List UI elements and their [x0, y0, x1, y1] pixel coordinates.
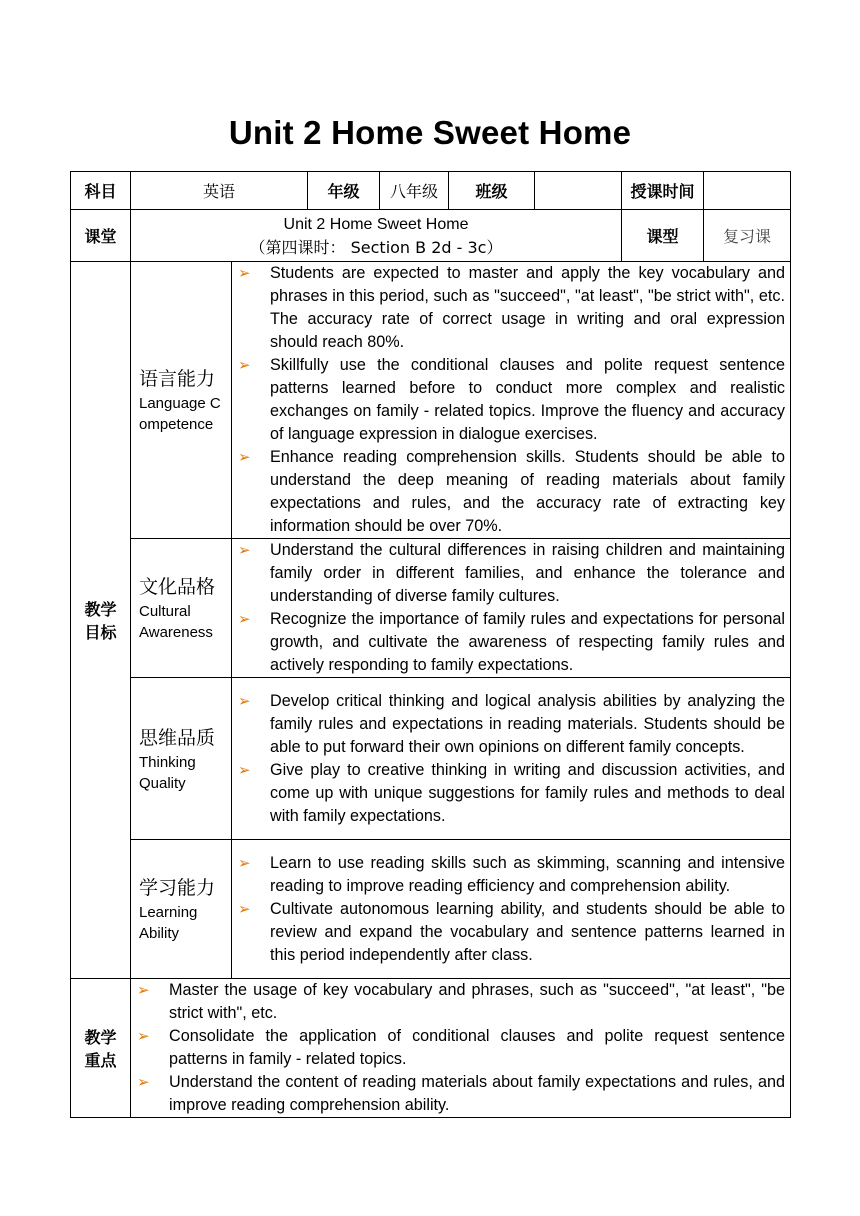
list-item — [238, 690, 785, 759]
dimension-name-cn: 学习能力 — [139, 877, 216, 899]
dimension-bullets-cell — [232, 840, 791, 979]
key-points-bullets-cell — [131, 979, 791, 1118]
dimension-name-en: Thinking Quality — [139, 753, 196, 792]
lesson-title-line1: Unit 2 Home Sweet Home — [283, 215, 469, 233]
bullet-text: Master the usage of key vocabulary and phrases, such as "succeed", "at least", "be strict with", etc. — [169, 981, 786, 1022]
arrow-bullet-icon: ➢ — [238, 611, 251, 628]
bullet-list — [232, 690, 790, 828]
arrow-bullet-icon: ➢ — [238, 692, 251, 710]
dimension-bullets-cell — [232, 262, 791, 539]
bullet-text: Cultivate autonomous learning ability, and students should be able to review and expand the vocabulary and sentence patterns learned in this period independently after class. — [270, 899, 786, 964]
arrow-bullet-icon: ➢ — [137, 1028, 150, 1045]
bullet-text: Recognize the importance of family rules and expectations for personal growth, and cultivate the awareness of respecting family rules and actively responding to family expectations. — [270, 610, 786, 674]
grade-label: 年级 — [308, 172, 380, 210]
arrow-bullet-icon: ➢ — [238, 449, 251, 466]
bullet-text: Students are expected to master and apply the key vocabulary and phrases in this period, such as "succeed", "at least", "be strict with", etc. The accuracy rate of correct usage in writing and oral expression should reach 80%. — [270, 264, 786, 351]
key-points-label-line2: 重点 — [84, 1051, 117, 1070]
bullet-list — [131, 979, 790, 1117]
bullet-text: Enhance reading comprehension skills. Students should be able to understand the deep meaning of reading materials about family expectations and rules, and the accuracy rate of extracting key information should be over 70%. — [270, 448, 786, 535]
lesson-title-cell — [131, 210, 622, 262]
subject-label: 科目 — [71, 172, 131, 210]
list-item — [238, 852, 785, 898]
grade-value: 八年级 — [380, 172, 449, 210]
objective-row-learning — [71, 840, 791, 979]
arrow-bullet-icon: ➢ — [137, 982, 150, 999]
objectives-label-line1: 教学 — [84, 600, 117, 619]
bullet-text: Consolidate the application of conditional clauses and polite request sentence patterns in family - related topics. — [169, 1027, 786, 1068]
arrow-bullet-icon: ➢ — [238, 900, 251, 918]
key-points-label-line1: 教学 — [84, 1028, 117, 1047]
dimension-name-cn: 语言能力 — [139, 368, 216, 390]
arrow-bullet-icon: ➢ — [238, 854, 251, 872]
lesson-label: 课堂 — [71, 210, 131, 262]
bullet-list — [232, 262, 790, 538]
lesson-row — [71, 210, 791, 262]
list-item — [238, 446, 785, 538]
class-label: 班级 — [449, 172, 535, 210]
key-points-row — [71, 979, 791, 1118]
list-item — [137, 1071, 785, 1117]
objectives-label — [71, 262, 131, 979]
dimension-name-cn: 文化品格 — [139, 576, 216, 598]
arrow-bullet-icon: ➢ — [238, 761, 251, 779]
time-label: 授课时间 — [622, 172, 704, 210]
bullet-text: Develop critical thinking and logical analysis abilities by analyzing the family rules and expectations in reading materials. Students should be able to put forward their own opinions on different family concepts. — [270, 691, 786, 756]
lesson-plan-table — [70, 171, 791, 1118]
objective-row-thinking — [71, 678, 791, 840]
list-item — [238, 898, 785, 967]
list-item — [137, 1025, 785, 1071]
list-item — [238, 759, 785, 828]
arrow-bullet-icon: ➢ — [238, 357, 251, 374]
dimension-cell — [131, 539, 232, 678]
bullet-text: Learn to use reading skills such as skimming, scanning and intensive reading to improve reading efficiency and comprehension ability. — [270, 853, 786, 895]
dimension-cell — [131, 678, 232, 840]
list-item — [238, 354, 785, 446]
arrow-bullet-icon: ➢ — [137, 1074, 150, 1091]
list-item — [238, 539, 785, 608]
list-item — [137, 979, 785, 1025]
objective-row-language — [71, 262, 791, 539]
dimension-bullets-cell — [232, 539, 791, 678]
subject-value: 英语 — [131, 172, 308, 210]
dimension-name-en: Cultural Awareness — [139, 603, 213, 641]
bullet-text: Understand the cultural differences in raising children and maintaining family order in different families, and enhance the tolerance and understanding of diverse family cultures. — [270, 541, 786, 605]
dimension-cell — [131, 840, 232, 979]
bullet-text: Skillfully use the conditional clauses and polite request sentence patterns learned before to conduct more complex and realistic exchanges on family - related topics. Improve the fluency and accuracy of language expression in dialogue exercises. — [270, 356, 786, 443]
lesson-title-line2: （第四课时： Section B 2d - 3c） — [249, 237, 503, 257]
dimension-name-cn: 思维品质 — [139, 726, 216, 749]
key-points-label — [71, 979, 131, 1118]
dimension-bullets-cell — [232, 678, 791, 840]
objectives-label-line2: 目标 — [84, 623, 117, 642]
dimension-cell — [131, 262, 232, 539]
list-item — [238, 608, 785, 677]
bullet-list — [232, 852, 790, 967]
time-value — [704, 172, 791, 210]
bullet-text: Give play to creative thinking in writing and discussion activities, and come up with unique suggestions for family rules and methods to deal with family expectations. — [270, 760, 786, 825]
class-value — [535, 172, 622, 210]
type-label: 课型 — [622, 210, 704, 262]
objective-row-culture — [71, 539, 791, 678]
list-item — [238, 262, 785, 354]
header-row — [71, 172, 791, 210]
dimension-name-en: Language Competence — [139, 395, 221, 433]
arrow-bullet-icon: ➢ — [238, 542, 251, 559]
arrow-bullet-icon: ➢ — [238, 265, 251, 282]
type-value: 复习课 — [704, 210, 791, 262]
document-title: Unit 2 Home Sweet Home — [228, 114, 632, 151]
dimension-name-en: Learning Ability — [139, 904, 198, 942]
bullet-list — [232, 539, 790, 677]
bullet-text: Understand the content of reading materials about family expectations and rules, and improve reading comprehension ability. — [169, 1073, 786, 1114]
